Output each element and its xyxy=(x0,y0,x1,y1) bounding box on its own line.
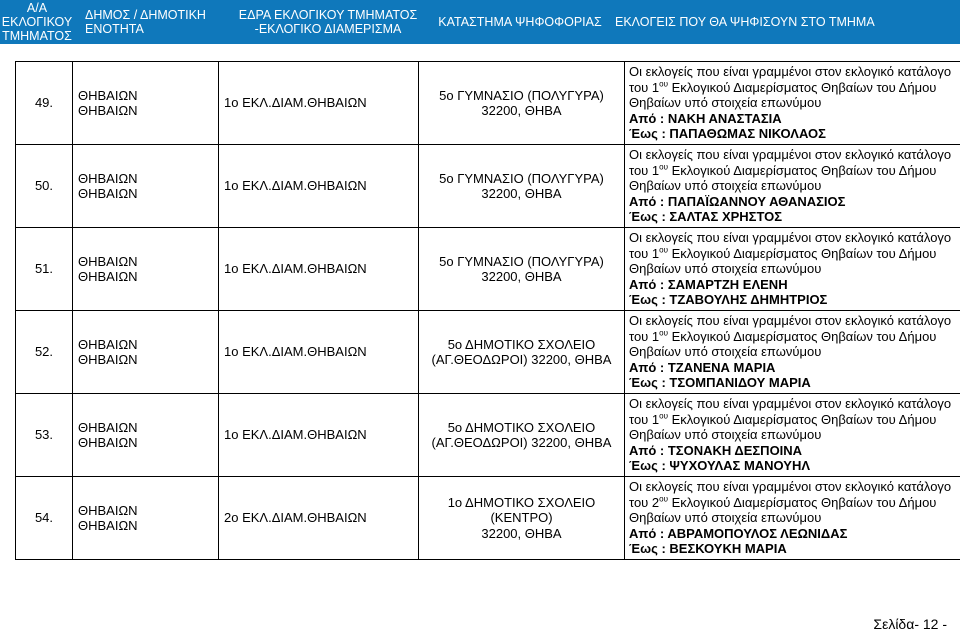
polling-station-cell xyxy=(419,62,625,145)
electoral-section: 1ο ΕΚΛ.ΔΙΑΜ.ΘΗΒΑΙΩΝ xyxy=(219,311,419,394)
municipality-cell xyxy=(73,477,219,560)
electoral-section: 1ο ΕΚΛ.ΔΙΑΜ.ΘΗΒΑΙΩΝ xyxy=(219,62,419,145)
surname-range-to: Έως : ΒΕΣΚΟΥΚΗ ΜΑΡΙΑ xyxy=(629,541,787,557)
ordinal-suffix: ου xyxy=(659,162,668,172)
header-col-municipality xyxy=(85,0,215,44)
table-row xyxy=(16,62,960,145)
municipality-cell xyxy=(73,145,219,228)
polling-station-line: (ΚΕΝΤΡΟ) xyxy=(490,510,553,526)
section-description: Εκλογικού Διαμερίσματος Θηβαίων του Δήμου xyxy=(667,411,937,427)
ordinal-suffix: ου xyxy=(659,411,668,421)
voters-description xyxy=(625,228,960,311)
row-number: 49. xyxy=(16,62,73,145)
polling-station-line: (ΑΓ.ΘΕΟΔΩΡΟΙ) 32200, ΘΗΒΑ xyxy=(431,435,612,450)
table-row xyxy=(16,311,960,394)
header-col-municipality-line: ΕΝΟΤΗΤΑ xyxy=(85,22,144,36)
header-col-section-line: ΕΔΡΑ ΕΚΛΟΓΙΚΟΥ ΤΜΗΜΑΤΟΣ xyxy=(238,8,418,22)
table-header xyxy=(0,0,960,44)
voters-section-line xyxy=(629,495,958,510)
polling-station-cell xyxy=(419,145,625,228)
section-description: Εκλογικού Διαμερίσματος Θηβαίων του Δήμου xyxy=(667,245,937,261)
electoral-section: 1ο ΕΚΛ.ΔΙΑΜ.ΘΗΒΑΙΩΝ xyxy=(219,145,419,228)
header-col-municipality-line: ΔΗΜΟΣ / ΔΗΜΟΤΙΚΗ xyxy=(85,8,206,22)
municipality-line: ΘΗΒΑΙΩΝ xyxy=(78,186,138,201)
voters-intro-line: Οι εκλογείς που είναι γραμμένοι στον εκλογικό κατάλογο xyxy=(629,313,952,329)
polling-station-cell xyxy=(419,394,625,477)
surname-range-to: Έως : ΣΑΛΤΑΣ ΧΡΗΣΤΟΣ xyxy=(629,209,783,225)
municipality-line: ΘΗΒΑΙΩΝ xyxy=(78,352,138,367)
section-ordinal: του 2 xyxy=(629,494,660,510)
voters-intro-line: Οι εκλογείς που είναι γραμμένοι στον εκλογικό κατάλογο xyxy=(629,230,952,246)
header-col-polling-station-label: ΚΑΤΑΣΤΗΜΑ ΨΗΦΟΦΟΡΙΑΣ xyxy=(438,15,602,29)
municipality-cell xyxy=(73,62,219,145)
polling-station-line: 5ο ΓΥΜΝΑΣΙΟ (ΠΟΛΥΓΥΡΑ) xyxy=(439,170,604,186)
polling-station-line: 32200, ΘΗΒΑ xyxy=(481,525,562,541)
voters-section-line xyxy=(629,412,958,427)
surname-range-from: Από : ΑΒΡΑΜΟΠΟΥΛΟΣ ΛΕΩΝΙΔΑΣ xyxy=(629,525,848,541)
polling-station-line: 5ο ΔΗΜΟΤΙΚΟ ΣΧΟΛΕΙΟ xyxy=(447,419,596,435)
voters-criteria-line: Θηβαίων υπό στοιχεία επωνύμου xyxy=(629,344,822,360)
section-ordinal: του 1 xyxy=(629,79,660,95)
header-col-section-line: -ΕΚΛΟΓΙΚΟ ΔΙΑΜΕΡΙΣΜΑ xyxy=(254,22,402,36)
polling-stations-table xyxy=(15,61,960,560)
section-description: Εκλογικού Διαμερίσματος Θηβαίων του Δήμου xyxy=(667,328,937,344)
row-number: 54. xyxy=(16,477,73,560)
municipality-line: ΘΗΒΑΙΩΝ xyxy=(78,170,138,186)
section-ordinal: του 1 xyxy=(629,162,660,178)
voters-description xyxy=(625,394,960,477)
municipality-line: ΘΗΒΑΙΩΝ xyxy=(78,103,138,118)
polling-station-line: 5ο ΓΥΜΝΑΣΙΟ (ΠΟΛΥΓΥΡΑ) xyxy=(439,87,604,103)
header-col-number-line: ΕΚΛΟΓΙΚΟΥ xyxy=(1,15,73,29)
table-row xyxy=(16,228,960,311)
surname-range-from: Από : ΤΖΑΝΕΝΑ ΜΑΡΙΑ xyxy=(629,359,776,375)
voters-section-line xyxy=(629,246,958,261)
voters-description xyxy=(625,477,960,560)
voters-criteria-line: Θηβαίων υπό στοιχεία επωνύμου xyxy=(629,261,822,277)
polling-station-cell xyxy=(419,477,625,560)
surname-range-to: Έως : ΤΣΟΜΠΑΝΙΔΟΥ ΜΑΡΙΑ xyxy=(629,375,811,391)
municipality-line: ΘΗΒΑΙΩΝ xyxy=(78,502,138,518)
section-ordinal: του 1 xyxy=(629,245,660,261)
municipality-line: ΘΗΒΑΙΩΝ xyxy=(78,419,138,435)
section-description: Εκλογικού Διαμερίσματος Θηβαίων του Δήμου xyxy=(667,162,937,178)
voters-intro-line: Οι εκλογείς που είναι γραμμένοι στον εκλογικό κατάλογο xyxy=(629,147,952,163)
surname-range-to: Έως : ΨΥΧΟΥΛΑΣ ΜΑΝΟΥΗΛ xyxy=(629,458,811,474)
municipality-line: ΘΗΒΑΙΩΝ xyxy=(78,269,138,284)
voters-intro-line: Οι εκλογείς που είναι γραμμένοι στον εκλογικό κατάλογο xyxy=(629,479,952,495)
ordinal-suffix: ου xyxy=(659,328,668,338)
municipality-cell xyxy=(73,311,219,394)
ordinal-suffix: ου xyxy=(659,494,668,504)
polling-station-line: 32200, ΘΗΒΑ xyxy=(481,186,562,201)
voters-criteria-line: Θηβαίων υπό στοιχεία επωνύμου xyxy=(629,178,822,194)
municipality-line: ΘΗΒΑΙΩΝ xyxy=(78,518,138,533)
ordinal-suffix: ου xyxy=(659,79,668,89)
municipality-cell xyxy=(73,228,219,311)
section-description: Εκλογικού Διαμερίσματος Θηβαίων του Δήμου xyxy=(667,494,937,510)
row-number: 53. xyxy=(16,394,73,477)
surname-range-to: Έως : ΤΖΑΒΟΥΛΗΣ ΔΗΜΗΤΡΙΟΣ xyxy=(629,292,828,308)
surname-range-from: Από : ΝΑΚΗ ΑΝΑΣΤΑΣΙΑ xyxy=(629,110,782,126)
voters-criteria-line: Θηβαίων υπό στοιχεία επωνύμου xyxy=(629,510,822,526)
voters-section-line xyxy=(629,163,958,178)
table-row xyxy=(16,145,960,228)
surname-range-from: Από : ΤΣΟΝΑΚΗ ΔΕΣΠΟΙΝΑ xyxy=(629,442,803,458)
voters-section-line xyxy=(629,329,958,344)
voters-criteria-line: Θηβαίων υπό στοιχεία επωνύμου xyxy=(629,427,822,443)
header-col-polling-station xyxy=(430,0,610,44)
municipality-line: ΘΗΒΑΙΩΝ xyxy=(78,87,138,103)
table-body xyxy=(16,62,960,560)
polling-station-line: 32200, ΘΗΒΑ xyxy=(481,269,562,284)
header-col-section xyxy=(226,0,430,44)
table-row xyxy=(16,394,960,477)
voters-intro-line: Οι εκλογείς που είναι γραμμένοι στον εκλογικό κατάλογο xyxy=(629,64,952,80)
voters-criteria-line: Θηβαίων υπό στοιχεία επωνύμου xyxy=(629,95,822,111)
polling-station-line: (ΑΓ.ΘΕΟΔΩΡΟΙ) 32200, ΘΗΒΑ xyxy=(431,352,612,367)
municipality-line: ΘΗΒΑΙΩΝ xyxy=(78,336,138,352)
row-number: 51. xyxy=(16,228,73,311)
electoral-section: 2ο ΕΚΛ.ΔΙΑΜ.ΘΗΒΑΙΩΝ xyxy=(219,477,419,560)
section-description: Εκλογικού Διαμερίσματος Θηβαίων του Δήμου xyxy=(667,79,937,95)
header-col-voters xyxy=(615,0,960,44)
header-col-voters-label: ΕΚΛΟΓΕΙΣ ΠΟΥ ΘΑ ΨΗΦΙΣΟΥΝ ΣΤΟ ΤΜΗΜΑ xyxy=(615,15,875,29)
electoral-section: 1ο ΕΚΛ.ΔΙΑΜ.ΘΗΒΑΙΩΝ xyxy=(219,228,419,311)
voters-description xyxy=(625,145,960,228)
header-col-number xyxy=(0,0,74,44)
polling-station-cell xyxy=(419,311,625,394)
surname-range-from: Από : ΣΑΜΑΡΤΖΗ ΕΛΕΝΗ xyxy=(629,276,788,292)
ordinal-suffix: ου xyxy=(659,245,668,255)
municipality-line: ΘΗΒΑΙΩΝ xyxy=(78,253,138,269)
row-number: 52. xyxy=(16,311,73,394)
municipality-cell xyxy=(73,394,219,477)
table-row xyxy=(16,477,960,560)
polling-station-line: 32200, ΘΗΒΑ xyxy=(481,103,562,118)
surname-range-to: Έως : ΠΑΠΑΘΩΜΑΣ ΝΙΚΟΛΑΟΣ xyxy=(629,126,826,142)
polling-station-line: 5ο ΔΗΜΟΤΙΚΟ ΣΧΟΛΕΙΟ xyxy=(447,336,596,352)
header-col-number-line: Α/Α xyxy=(26,1,48,15)
electoral-section: 1ο ΕΚΛ.ΔΙΑΜ.ΘΗΒΑΙΩΝ xyxy=(219,394,419,477)
section-ordinal: του 1 xyxy=(629,411,660,427)
surname-range-from: Από : ΠΑΠΑΪΩΑΝΝΟΥ ΑΘΑΝΑΣΙΟΣ xyxy=(629,193,846,209)
row-number: 50. xyxy=(16,145,73,228)
header-col-number-line: ΤΜΗΜΑΤΟΣ xyxy=(2,29,72,43)
polling-station-line: 5ο ΓΥΜΝΑΣΙΟ (ΠΟΛΥΓΥΡΑ) xyxy=(439,253,604,269)
voters-intro-line: Οι εκλογείς που είναι γραμμένοι στον εκλογικό κατάλογο xyxy=(629,396,952,412)
voters-description xyxy=(625,311,960,394)
voters-section-line xyxy=(629,80,958,95)
voters-description xyxy=(625,62,960,145)
polling-station-line: 1ο ΔΗΜΟΤΙΚΟ ΣΧΟΛΕΙΟ xyxy=(447,494,596,510)
municipality-line: ΘΗΒΑΙΩΝ xyxy=(78,435,138,450)
polling-station-cell xyxy=(419,228,625,311)
section-ordinal: του 1 xyxy=(629,328,660,344)
page-number: Σελίδα- 12 - xyxy=(873,616,947,632)
